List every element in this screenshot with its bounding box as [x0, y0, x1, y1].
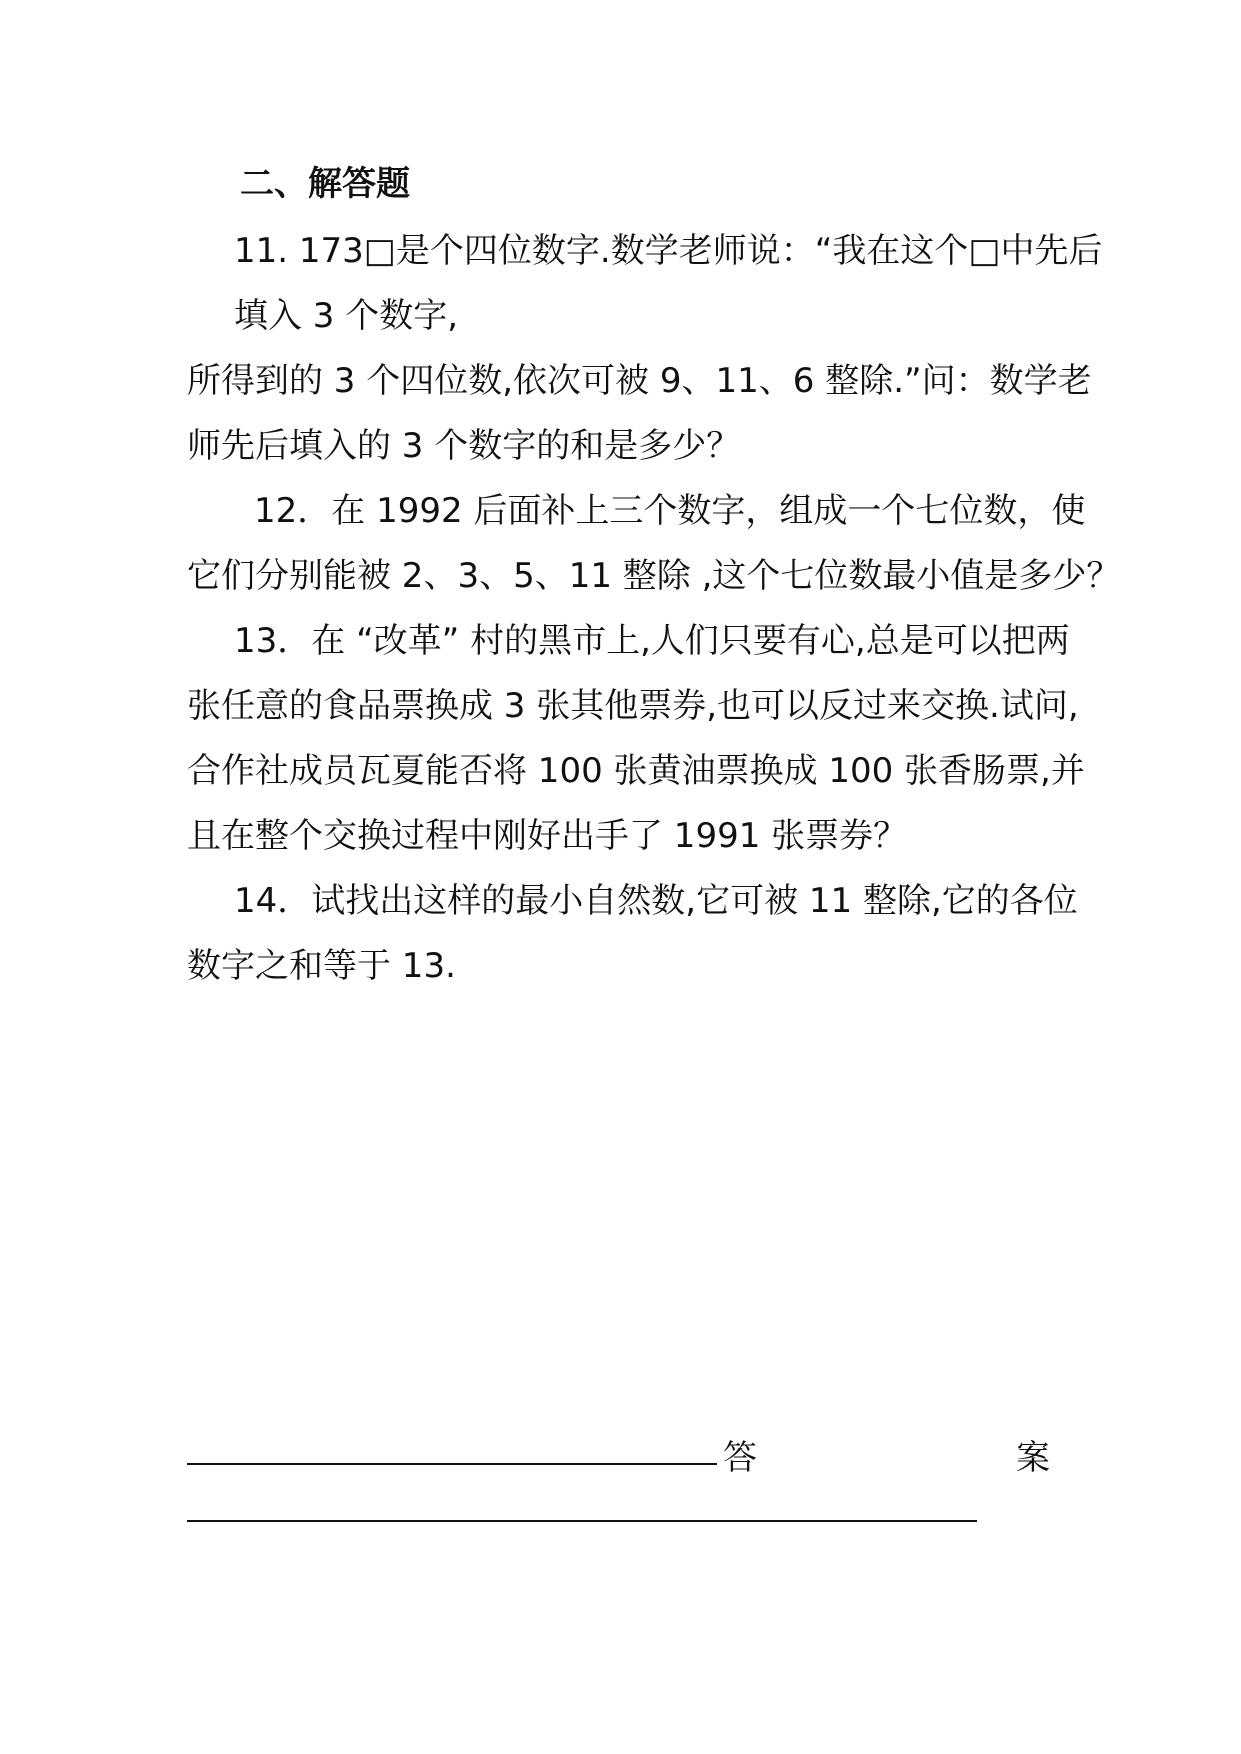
- question-11-line-3: 所得到的 3 个四位数,依次可被 9、11、6 整除.”问：数学老: [187, 361, 1092, 401]
- answer-label-char-1: 答: [723, 1438, 757, 1478]
- question-13-line-4: 且在整个交换过程中刚好出手了 1991 张票券？: [187, 816, 908, 856]
- answer-rule-bottom: [187, 1520, 977, 1522]
- question-13-line-3: 合作社成员瓦夏能否将 100 张黄油票换成 100 张香肠票,并: [187, 751, 1085, 791]
- question-14-line-1: 14．试找出这样的最小自然数,它可被 11 整除,它的各位: [234, 881, 1078, 921]
- question-12-line-1: 12．在 1992 后面补上三个数字，组成一个七位数，使: [254, 491, 1086, 531]
- question-13-line-2: 张任意的食品票换成 3 张其他票券,也可以反过来交换.试问,: [187, 686, 1079, 726]
- question-11-line-4: 师先后填入的 3 个数字的和是多少？: [187, 426, 741, 466]
- answer-rule-left: [187, 1463, 717, 1465]
- question-13-line-1: 13．在 “改革” 村的黑市上,人们只要有心,总是可以把两: [234, 621, 1070, 661]
- question-12-line-2: 它们分别能被 2、3、5、11 整除 ,这个七位数最小值是多少？: [187, 556, 1121, 596]
- question-11-line-1: 11. 173□是个四位数字.数学老师说：“我在这个□中先后: [234, 231, 1103, 271]
- question-11-line-2: 填入 3 个数字,: [234, 296, 459, 336]
- section-title: 二、解答题: [240, 164, 410, 204]
- answer-label-char-2: 案: [1016, 1438, 1050, 1478]
- question-14-line-2: 数字之和等于 13.: [187, 946, 456, 986]
